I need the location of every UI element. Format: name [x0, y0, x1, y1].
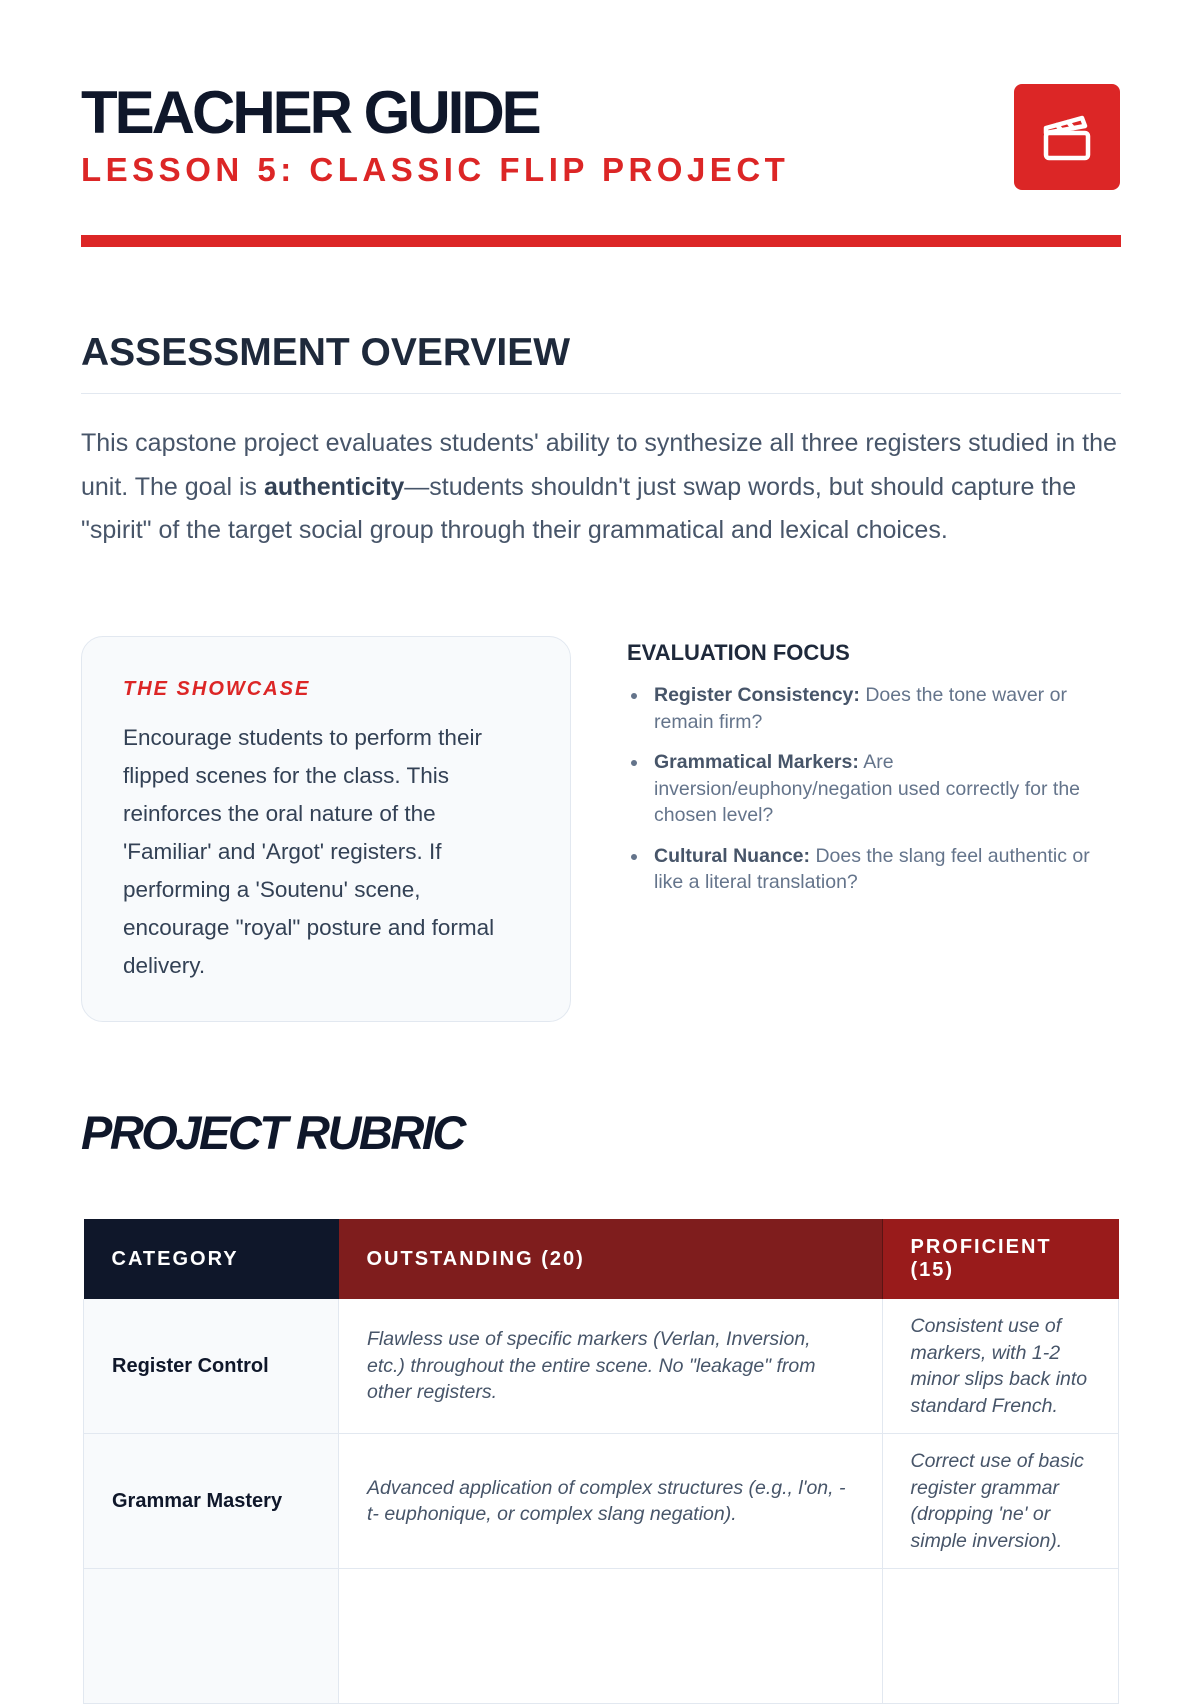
focus-text: Are inversion/euphony/negation used correctly for the chosen level?: [654, 751, 1081, 826]
outstanding-cell: [339, 1569, 883, 1704]
showcase-label: THE SHOWCASE: [123, 678, 311, 700]
table-row: [84, 1569, 1119, 1704]
evaluation-focus: [627, 638, 1122, 910]
category-cell: [84, 1569, 339, 1704]
outstanding-cell: Flawless use of specific markers (Verlan, Inversion, etc.) throughout the entire scene. No "leakage" from other registers.: [339, 1299, 883, 1434]
focus-term: Register Consistency:: [654, 684, 860, 706]
showcase-body: Encourage students to perform their flipped scenes for the class. This reinforces the oral nature of the 'Familiar' and 'Argot' registers. If performing a 'Soutenu' scene, encourage "royal" posture and formal delivery.: [123, 725, 495, 978]
proficient-cell: Correct use of basic register grammar (dropping 'ne' or simple inversion).: [882, 1434, 1119, 1569]
list-item: [627, 843, 1122, 896]
header-divider: [81, 235, 1121, 247]
evaluation-focus-list: [627, 682, 1122, 896]
rubric-header-row: [84, 1219, 1119, 1299]
rubric-table: [83, 1219, 1119, 1704]
assessment-overview-heading: ASSESSMENT OVERVIEW: [81, 331, 571, 374]
page-title: TEACHER GUIDE: [81, 79, 539, 146]
focus-term: Grammatical Markers:: [654, 751, 859, 773]
category-cell: Register Control: [84, 1299, 339, 1434]
logo-badge: [1014, 84, 1120, 190]
evaluation-focus-heading: EVALUATION FOCUS: [627, 640, 850, 665]
project-rubric-heading: PROJECT RUBRIC: [81, 1106, 464, 1159]
table-row: [84, 1299, 1119, 1434]
category-cell: Grammar Mastery: [84, 1434, 339, 1569]
overview-paragraph: [81, 422, 1121, 553]
clapperboard-icon: [1042, 113, 1092, 161]
focus-term: Cultural Nuance:: [654, 844, 811, 867]
outstanding-cell: Advanced application of complex structures (e.g., l'on, -t- euphonique, or complex slang negation).: [339, 1434, 883, 1569]
list-item: [627, 749, 1122, 829]
focus-text: Does the tone waver or remain firm?: [654, 684, 1067, 733]
proficient-cell: Consistent use of markers, with 1-2 minor slips back into standard French.: [882, 1299, 1119, 1434]
proficient-cell: [882, 1569, 1119, 1704]
focus-text: Does the slang feel authentic or like a literal translation?: [654, 844, 1090, 893]
section-divider: [81, 393, 1121, 394]
list-item: [627, 682, 1122, 735]
lesson-subtitle: LESSON 5: CLASSIC FLIP PROJECT: [81, 151, 790, 188]
overview-text-end: —students shouldn't just swap words, but should capture the "spirit" of the target social group through their grammatical and lexical choices.: [81, 472, 1077, 544]
column-header-category: CATEGORY: [84, 1219, 339, 1299]
showcase-card: [81, 636, 571, 1022]
column-header-proficient: PROFICIENT (15): [882, 1219, 1119, 1299]
overview-text-start: This capstone project evaluates students' ability to synthesize all three registers studied in the unit. The goal is: [81, 429, 1117, 501]
overview-emphasis: authenticity: [263, 472, 405, 501]
column-header-outstanding: OUTSTANDING (20): [339, 1219, 883, 1299]
table-row: [84, 1434, 1119, 1569]
